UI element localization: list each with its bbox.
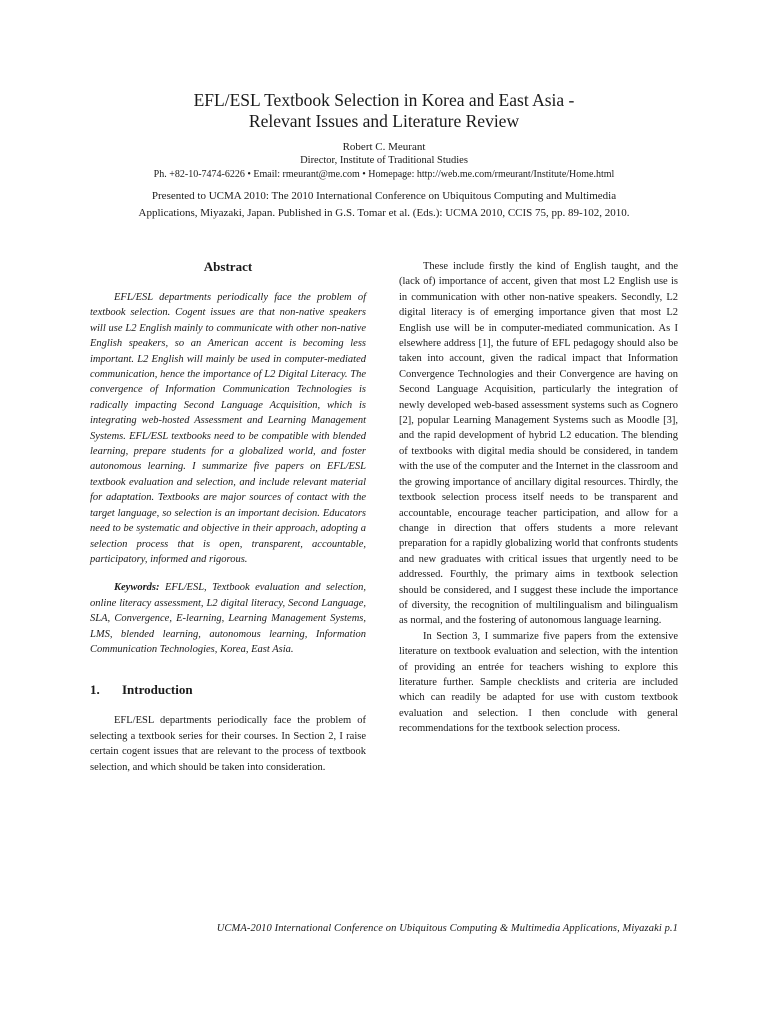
publication-note-line-1: Presented to UCMA 2010: The 2010 International Conference on Ubiquitous Computing and Multimedia (151, 190, 617, 202)
section-number: 1. (90, 682, 100, 698)
author-block (60, 140, 708, 182)
publication-note-line-2: Applications, Miyazaki, Japan. Published in G.S. Tomar et al. (Eds.): UCMA 2010, CCIS 75, pp. 89-102, 2010. (138, 207, 630, 219)
author-name: Robert C. Meurant (342, 141, 426, 153)
author-affiliation: Director, Institute of Traditional Studies (300, 155, 468, 166)
left-column (90, 258, 366, 775)
paper-title (90, 90, 678, 132)
abstract-heading: Abstract (203, 259, 253, 274)
title-line-1: EFL/ESL Textbook Selection in Korea and East Asia - (193, 90, 575, 110)
keywords-label: Keywords: (114, 582, 160, 594)
page-footer: UCMA-2010 International Conference on Ubiquitous Computing & Multimedia Applications, Miyazaki p.1 (216, 923, 678, 934)
section-heading-introduction (90, 681, 366, 699)
keywords (90, 580, 366, 657)
abstract-text: EFL/ESL departments periodically face the problem of textbook selection. Cogent issues are that non-native speakers will use L2 English mainly to communicate with other non-native English speakers, so an American accent is becoming less important. L2 English will mainly be used in computer-mediated communication, hence the importance of L2 Digital Literacy. The convergence of Information Communication Technologies is radically impacting Second Language Acquisition, which is integrating web-hosted Assessment and Learning Management Systems. EFL/ESL textbooks need to be compatible with blended learning, prepare students for a globalized world, and foster autonomous learning. I summarize five papers on EFL/ESL textbook evaluation and selection, and include relevant material for adaptation. Textbooks are major sources of contact with the target language, so selection is an important decision. Educators need to be systematic and objective in their approach, adopting a selection process that is open, transparent, accountable, participatory, informed and rigorous. (90, 292, 366, 565)
keywords-text: EFL/ESL, Textbook evaluation and selection, online literacy assessment, L2 digital literacy, Second Language, SLA, Convergence, E-learning, Learning Management Systems, LMS, blended learning, autonomous learning, Information Communication Technologies, Korea, East Asia. (90, 582, 366, 655)
intro-paragraph-3: In Section 3, I summarize five papers from the extensive literature on textbook evaluation and selection, with the intention of providing an entrée for teachers wishing to explore this literature further. Sample checklists and criteria are included which can readily be adapted for use with custom textbook evaluation and selection. I then conclude with general recommendations for the textbook selection process. (399, 630, 678, 735)
publication-note (60, 188, 708, 222)
author-contact: Ph. +82-10-7474-6226 • Email: rmeurant@me.com • Homepage: http://web.me.com/rmeurant/Institute/Home.html (153, 169, 615, 180)
intro-paragraph-1: EFL/ESL departments periodically face the problem of selecting a textbook series for their courses. In Section 2, I raise certain cogent issues that are relevant to the process of textbook selection, and which should be taken into consideration. (90, 715, 366, 773)
right-column (399, 259, 678, 737)
title-line-2: Relevant Issues and Literature Review (248, 111, 520, 131)
intro-paragraph-2: These include firstly the kind of English taught, and the (lack of) importance of accent, given that most L2 English use is in communication with other non-native speakers. Secondly, L2 digital literacy is of emerging importance given that most L2 English use will be in computer-mediated communication. As I elsewhere address [1], the future of EFL pedagogy should also be taken into account, given the radical impact that Information Convergence Technologies and their Convergence are having on Second Language Acquisition, particularly the integration of newly developed web-based assessment systems such as Cognero [2], popular Learning Management Systems such as Moodle [3], and the rapid development of hybrid L2 education. The blending of textbooks with digital media should be considered, in tandem with the use of the computer and the Internet in the classroom and the growing importance of ancillary digital resources. Thirdly, the textbook selection process itself needs to be transparent and accountable, encourage teacher participation, and allow for a change in direction that offers students a more relevant preparation for a rapidly globalizing world that confronts students and new graduates with critical issues that urgently need to be addressed. Fourthly, the primary aims in textbook selection should be considered, and I suggest these include the importance of diversity, the recognition of multilingualism and bilingualism as normal, and the fostering of autonomous language learning. (399, 261, 678, 627)
section-title: Introduction (122, 682, 193, 698)
